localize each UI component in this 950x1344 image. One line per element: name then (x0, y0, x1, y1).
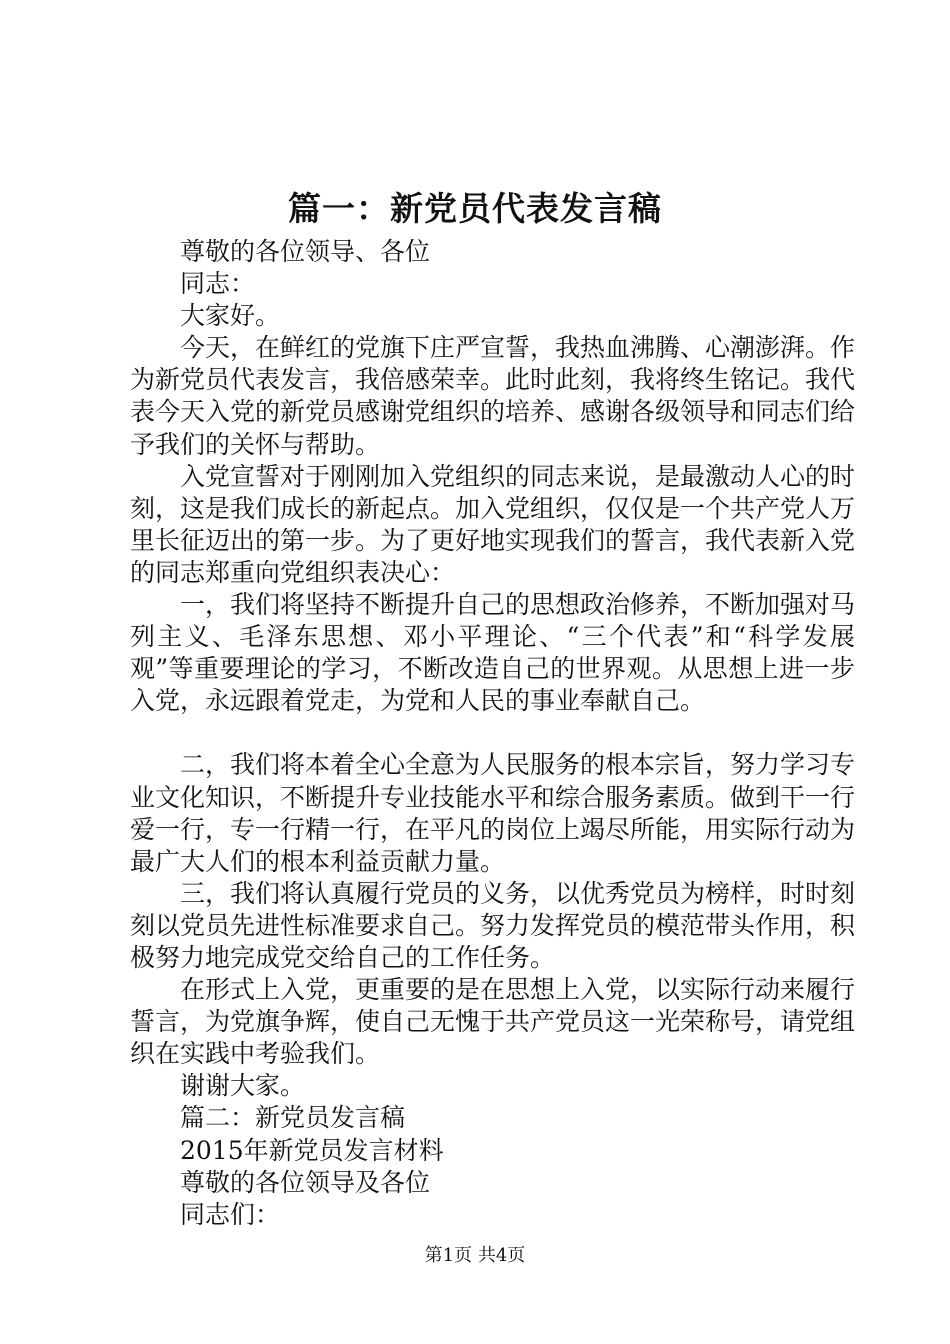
page-footer: 第1页 共4页 (424, 1245, 526, 1266)
pledge-paragraph-2: 二，我们将本着全心全意为人民服务的根本宗旨，努力学习专业文化知识，不断提升专业技能水平和综合服务素质。做到干一行爱一行，专一行精一行，在平凡的岗位上竭尽所能，用实际行动为最广大人们的根本利益贡献力量。 (130, 750, 856, 876)
salutation-line: 尊敬的各位领导、各位 (180, 237, 431, 266)
thanks-line: 谢谢大家。 (180, 1071, 306, 1101)
salutation-line: 同志： (180, 269, 256, 299)
closing-paragraph: 在形式上入党，更重要的是在思想上入党，以实际行动来履行誓言，为党旗争辉，使自己无愧于共产党员这一光荣称号，请党组织在实践中考验我们。 (130, 975, 856, 1069)
document-body (130, 236, 855, 1231)
pledge-paragraph-1: 一，我们将坚持不断提升自己的思想政治修养，不断加强对马列主义、毛泽东思想、邓小平理论、“三个代表”和“科学发展观”等重要理论的学习，不断改造自己的世界观。从思想上进一步入党，永远跟着党走，为党和人民的事业奉献自己。 (130, 590, 856, 716)
document-title: 篇一：新党员代表发言稿 (288, 189, 662, 228)
salutation-line: 尊敬的各位领导及各位 (180, 1167, 431, 1197)
section-subtitle: 2015年新党员发言材料 (180, 1135, 444, 1165)
body-paragraph: 今天，在鲜红的党旗下庄严宣誓，我热血沸腾、心潮澎湃。作为新党员代表发言，我倍感荣幸。此时此刻，我将终生铭记。我代表今天入党的新党员感谢党组织的培养、感谢各级领导和同志们给予我们的关怀与帮助。 (130, 333, 856, 459)
greeting-paragraph: 大家好。 (180, 301, 281, 331)
section-heading: 篇二：新党员发言稿 (180, 1103, 406, 1133)
pledge-paragraph-3: 三，我们将认真履行党员的义务，以优秀党员为榜样，时时刻刻以党员先进性标准要求自己。努力发挥党员的模范带头作用，积极努力地完成党交给自己的工作任务。 (130, 878, 856, 972)
body-paragraph: 入党宣誓对于刚刚加入党组织的同志来说，是最激动人心的时刻，这是我们成长的新起点。加入党组织，仅仅是一个共产党人万里长征迈出的第一步。为了更好地实现我们的誓言，我代表新入党的同志郑重向党组织表决心： (130, 461, 856, 587)
salutation-line: 同志们： (180, 1199, 281, 1229)
